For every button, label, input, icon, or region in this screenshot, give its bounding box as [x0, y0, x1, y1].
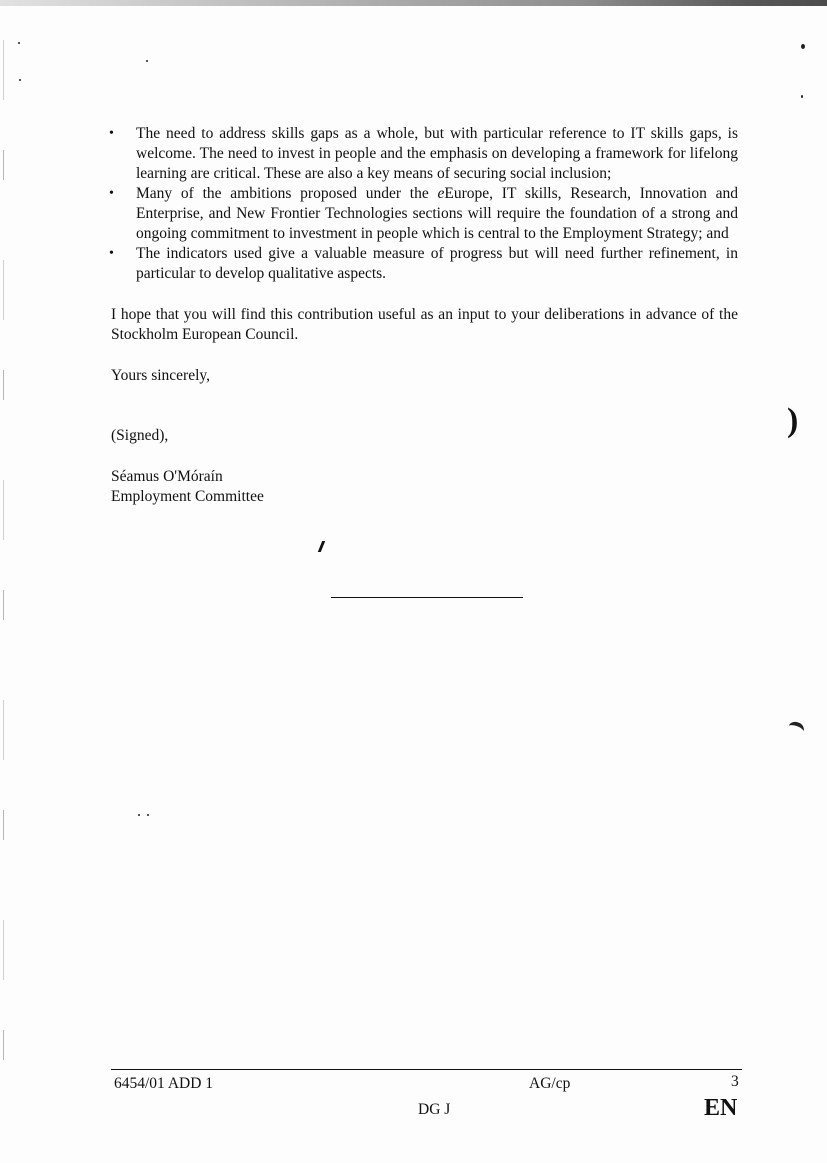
scan-mark: )	[787, 402, 799, 439]
scan-speck	[801, 44, 805, 49]
page-number: 3	[731, 1073, 739, 1090]
author-initials: AG/cp	[529, 1075, 571, 1092]
bullet-item	[111, 184, 738, 244]
signatory-name: Séamus O'Móraín	[111, 468, 223, 485]
scan-edge-top	[0, 0, 827, 6]
scan-speck	[19, 79, 21, 81]
bullet-text: Many of the ambitions proposed under the	[136, 185, 438, 202]
signatory-title: Employment Committee	[111, 488, 264, 505]
scan-speck	[147, 814, 149, 816]
signed-note: (Signed),	[111, 427, 169, 444]
end-rule	[331, 597, 523, 598]
bullet-item: • The indicators used give a valuable measure of progress but will need further refinement, in particular to develop qualitative aspects.	[111, 244, 738, 284]
scan-speck	[138, 814, 140, 816]
department-code: DG J	[418, 1101, 451, 1118]
closing-paragraph: I hope that you will find this contribution useful as an input to your deliberations in advance of the Stockholm European Council.	[111, 306, 738, 343]
scan-mark	[318, 541, 325, 552]
sign-off: Yours sincerely,	[111, 367, 211, 384]
letter-body	[111, 124, 738, 507]
scan-speck	[18, 42, 20, 44]
footer-rule	[111, 1069, 742, 1070]
scan-mark	[786, 720, 806, 739]
document-reference: 6454/01 ADD 1	[114, 1075, 214, 1092]
scan-speck	[801, 95, 803, 98]
scan-speck	[146, 60, 148, 62]
bullet-item: • The need to address skills gaps as a whole, but with particular reference to IT skills gaps, is welcome. The need to invest in people and the emphasis on developing a framework for lifelong learning are critical. These are also a key means of securing social inclusion;	[111, 124, 738, 184]
bullet-list	[111, 124, 738, 284]
language-code: EN	[704, 1095, 738, 1121]
scan-edge-left	[3, 40, 4, 1120]
bullet-text: Europe, IT skills, Research, Innovation and Enterprise, and New Frontier Technologies sections will require the foundation of a strong and ongoing commitment to investment in people which is central to the Employment Strategy; and	[136, 185, 738, 242]
signature-block	[111, 467, 738, 507]
bullet-text-italic: e	[437, 185, 445, 202]
